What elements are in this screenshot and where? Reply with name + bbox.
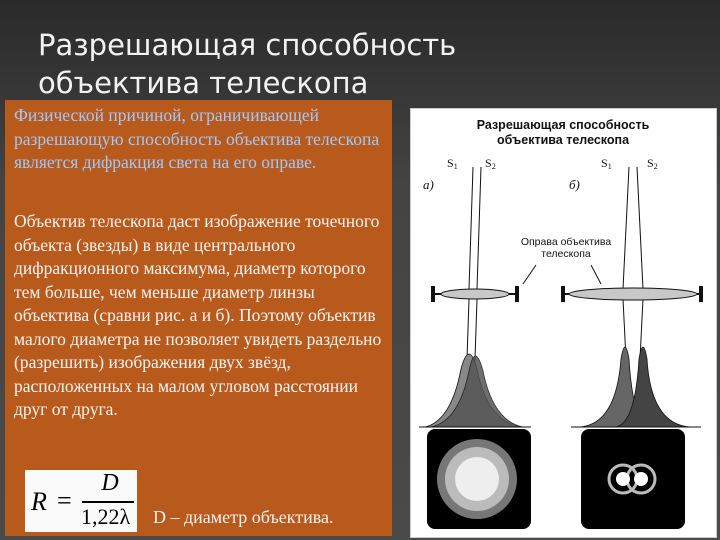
- slide-title: [38, 26, 678, 106]
- explanation-paragraph: Объектив телескопа даст изображение точечного объекта (звезды) в виде центрального дифракционного максимума, диаметр которого тем больше, чем меньше диаметр линзы объектива (сравни рис. а и б). Поэтому объектив малого диаметра не позволяет увидеть раздельно (разрешить) изображения двух звёзд, расположенных на малом угловом расстоянии друг от друга.: [14, 211, 382, 419]
- formula-equals: =: [57, 486, 72, 515]
- text-panel: [5, 100, 392, 536]
- formula-denominator: 1,22λ: [81, 504, 131, 529]
- frame-label-line2: телескопа: [541, 248, 591, 260]
- figure-label-b: б): [569, 177, 580, 192]
- formula-fraction-bar: [82, 501, 134, 503]
- frame-label-line1: Оправа объектива: [520, 236, 612, 248]
- star-s2-label-a: S2: [485, 156, 496, 171]
- figure-label-a: а): [423, 177, 434, 192]
- star-image-b: [581, 429, 685, 529]
- frame-pointer-b: [591, 265, 601, 284]
- resolution-formula: [25, 470, 137, 532]
- telescope-resolution-figure: [410, 108, 717, 538]
- frame-pointer-a: [523, 265, 536, 284]
- formula-lhs: R: [31, 487, 47, 516]
- slide-title-line2: объектива телескопа: [38, 66, 369, 100]
- diffraction-peaks-a: [419, 354, 531, 427]
- diffraction-peaks-b: [571, 347, 701, 427]
- diffraction-diagram: [411, 109, 716, 537]
- figure-title-line2: объектива телескопа: [496, 133, 630, 147]
- star-image-a: [427, 429, 531, 529]
- slide-title-line1: Разрешающая способность: [38, 28, 457, 62]
- star-s2-label-b: S2: [647, 156, 658, 171]
- star-s1-label-a: S1: [447, 156, 458, 171]
- star-s1-label-b: S1: [601, 156, 612, 171]
- cause-paragraph: Физической причиной, ограничивающей разрешающую способность объектива телескопа является дифракция света на его оправе.: [14, 105, 380, 172]
- lens-large: [561, 286, 703, 302]
- formula-caption: D – диаметр объектива.: [153, 507, 334, 527]
- formula-numerator: D: [101, 470, 119, 496]
- figure-title-line1: Разрешающая способность: [476, 118, 650, 132]
- lens-small: [431, 286, 519, 302]
